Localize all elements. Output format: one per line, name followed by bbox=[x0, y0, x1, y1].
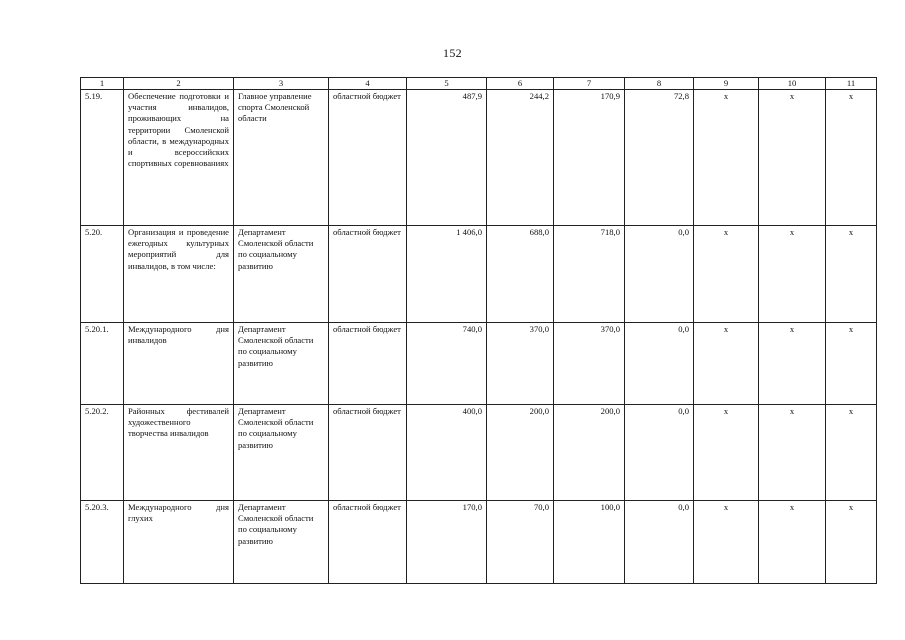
table-row bbox=[81, 501, 877, 584]
col-9-value: x bbox=[694, 226, 759, 323]
year-3-amount: 0,0 bbox=[625, 405, 694, 501]
row-number: 5.20.2. bbox=[81, 405, 124, 501]
year-1-amount: 244,2 bbox=[487, 90, 554, 226]
executor: Департамент Смоленской области по социальному развитию bbox=[234, 405, 329, 501]
year-2-amount: 100,0 bbox=[554, 501, 625, 584]
executor: Департамент Смоленской области по социальному развитию bbox=[234, 501, 329, 584]
year-2-amount: 718,0 bbox=[554, 226, 625, 323]
total-amount: 400,0 bbox=[407, 405, 487, 501]
header-cell: 6 bbox=[487, 78, 554, 90]
table-row bbox=[81, 90, 877, 226]
col-10-value: x bbox=[759, 226, 826, 323]
year-1-amount: 70,0 bbox=[487, 501, 554, 584]
executor: Департамент Смоленской области по социальному развитию bbox=[234, 323, 329, 405]
col-11-value: x bbox=[826, 501, 877, 584]
col-11-value: x bbox=[826, 405, 877, 501]
col-10-value: x bbox=[759, 323, 826, 405]
year-2-amount: 370,0 bbox=[554, 323, 625, 405]
year-3-amount: 0,0 bbox=[625, 226, 694, 323]
year-3-amount: 72,8 bbox=[625, 90, 694, 226]
header-cell: 9 bbox=[694, 78, 759, 90]
row-number: 5.20.1. bbox=[81, 323, 124, 405]
col-11-value: x bbox=[826, 323, 877, 405]
year-2-amount: 170,9 bbox=[554, 90, 625, 226]
col-10-value: x bbox=[759, 501, 826, 584]
header-cell: 1 bbox=[81, 78, 124, 90]
year-2-amount: 200,0 bbox=[554, 405, 625, 501]
total-amount: 1 406,0 bbox=[407, 226, 487, 323]
activity-name: Международного дня инвалидов bbox=[124, 323, 234, 405]
header-cell: 2 bbox=[124, 78, 234, 90]
col-9-value: x bbox=[694, 501, 759, 584]
activity-name: Международного дня глухих bbox=[124, 501, 234, 584]
col-10-value: x bbox=[759, 405, 826, 501]
header-cell: 5 bbox=[407, 78, 487, 90]
year-3-amount: 0,0 bbox=[625, 323, 694, 405]
table-row bbox=[81, 405, 877, 501]
funding-source: областной бюджет bbox=[329, 501, 407, 584]
col-9-value: x bbox=[694, 323, 759, 405]
activity-name: Обеспечение подготовки и участия инвалидов, проживающих на территории Смоленской области, в международных и всероссийских спортивных соревнованиях bbox=[124, 90, 234, 226]
header-cell: 7 bbox=[554, 78, 625, 90]
activity-name: Организация и проведение ежегодных культурных мероприятий для инвалидов, в том числе: bbox=[124, 226, 234, 323]
header-cell: 8 bbox=[625, 78, 694, 90]
executor: Департамент Смоленской области по социальному развитию bbox=[234, 226, 329, 323]
col-10-value: x bbox=[759, 90, 826, 226]
row-number: 5.20. bbox=[81, 226, 124, 323]
total-amount: 740,0 bbox=[407, 323, 487, 405]
col-9-value: x bbox=[694, 90, 759, 226]
col-9-value: x bbox=[694, 405, 759, 501]
header-cell: 4 bbox=[329, 78, 407, 90]
funding-source: областной бюджет bbox=[329, 90, 407, 226]
page-number: 152 bbox=[443, 46, 462, 60]
budget-table bbox=[80, 77, 877, 584]
table-row bbox=[81, 226, 877, 323]
funding-source: областной бюджет bbox=[329, 405, 407, 501]
header-cell: 3 bbox=[234, 78, 329, 90]
activity-name: Районных фестивалей художественного творчества инвалидов bbox=[124, 405, 234, 501]
year-1-amount: 370,0 bbox=[487, 323, 554, 405]
table-row bbox=[81, 323, 877, 405]
row-number: 5.20.3. bbox=[81, 501, 124, 584]
year-1-amount: 200,0 bbox=[487, 405, 554, 501]
funding-source: областной бюджет bbox=[329, 323, 407, 405]
funding-source: областной бюджет bbox=[329, 226, 407, 323]
header-cell: 10 bbox=[759, 78, 826, 90]
year-3-amount: 0,0 bbox=[625, 501, 694, 584]
row-number: 5.19. bbox=[81, 90, 124, 226]
table-header-row bbox=[81, 78, 877, 90]
executor: Главное управление спорта Смоленской области bbox=[234, 90, 329, 226]
header-cell: 11 bbox=[826, 78, 877, 90]
total-amount: 487,9 bbox=[407, 90, 487, 226]
year-1-amount: 688,0 bbox=[487, 226, 554, 323]
col-11-value: x bbox=[826, 90, 877, 226]
total-amount: 170,0 bbox=[407, 501, 487, 584]
col-11-value: x bbox=[826, 226, 877, 323]
